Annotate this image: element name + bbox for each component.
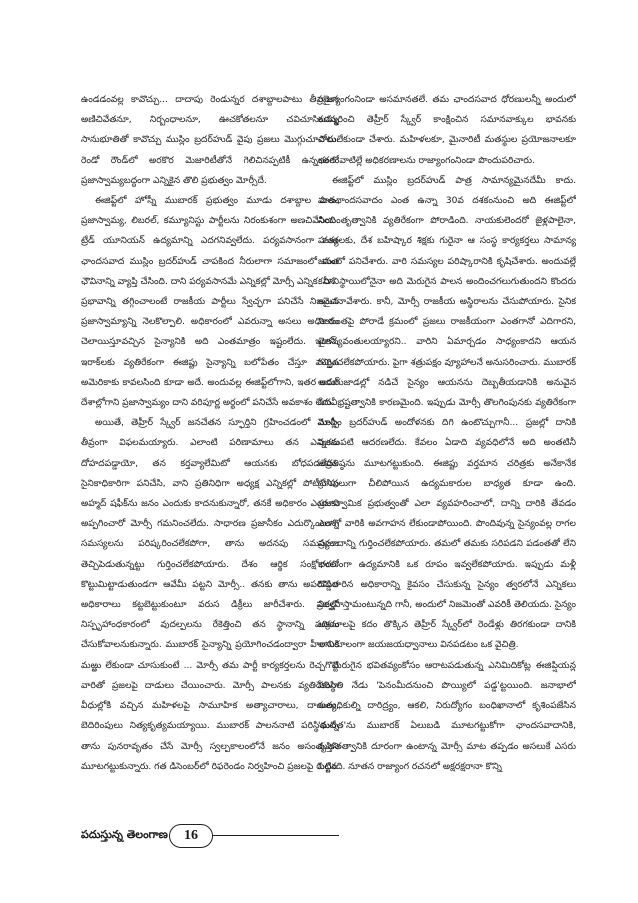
magazine-title: పదుస్తున్న తెలంగాణ [81,826,174,844]
right-column [318,90,576,820]
left-paragraph-2: ఈజిప్ట్‌లో హోస్నీ ముబారక్ ప్రభుత్వం మూడు దశాబ్దాల పాటు ప్రజాస్వామ్య, లిబరల్, కమ్యూనిస్టు పార్టీలను నిరంకుశంగా అణచివేసింది. ట్రేడ్ యూనియన్ ఉద్యమాన్ని ఎదగనివ్వలేదు. పర్యవసానంగా మత ఛాందసవాద ముస్లిం బ్రదర్‌హుడ్ చాపకింద నీరులాగా సమాజంలో మత ఛౌవినాన్ని వ్యాప్తి చేసింది. దాని పర్యవసానమే ఎన్నికల్లో మోర్సీ ఎన్నిక. దాని ప్రభావాన్ని తగ్గించాలంటే రాజకీయ పార్టీలు స్వేచ్ఛగా పనిచేసే నిజమైన ప్రజాస్వామ్యాన్ని నెలకొల్పాలి. అధికారంలో ఎవరున్నా అసలు అధికారం చెలాయిస్తూవచ్చిన సైన్యానికి అది ఎంతమాత్రం ఇష్టంలేదు. ఇరాన్, ఇరాక్‌లకు వ్యతిరేకంగా ఈజిప్టు సైన్యాన్ని బలోపేతం చేస్తూ వచ్చిన అమెరికాకు కావలసింది కూడా అదే. అందువల్ల ఈజిప్ట్‌లోగాని, ఇతర అరబ్ దేశాల్లోగాని ప్రజాస్వామ్యం దాని వరిపూర్ణ అర్థంలో పనిచేసే అవకాశం లేదు. [81,196,339,409]
left-paragraph-1: ఉండడంవల్ల కావొచ్చు... దాదాపు రెండున్నర దశాబ్దాలపాటు తీవ్రమైన అణిచివేతనూ, నిర్బంధాలనూ, ఊచకోతలనూ చవిచూసిందన్న సానుభూతితో కావొచ్చు ముస్లిం బ్రదర్‌హుడ్ వైపు ప్రజలు మొగ్గుచూపారు. రెండో రౌండ్‌లో అరకొర మెజారిటీతోనే గెలిచినప్పటికీ ఉన్నంతలో ప్రజాస్వామ్యబద్ధంగా ఎన్నికైన తొలి ప్రభుత్వం మోర్సీదే. [81,95,339,186]
left-column [81,90,339,820]
right-paragraph-2: ఈజిప్ట్‌లో ముస్లిం బ్రదర్‌హుడ్ పాత్ర సామాన్యమైనదేమీ కాదు. మతఛాందసవాదం ఎంత ఉన్నా 30వ దశకంనుంచి అది ఈజిప్ట్‌లో నియంతృత్వానికి వ్యతిరేకంగా పోరాడింది. నాయకులెందరో జైళ్లపాలైనా, హత్యలకు, దేశ బహిష్కార శిక్షకు గురైనా ఆ సంస్థ కార్యకర్తలు సామాన్య జనంలో పనిచేశారు. వారి సమస్యల పరిష్కారానికి కృషిచేశారు. అందువల్లే కనీస స్థాయిలోనైనా అది మెరుగైన పాలన అందించగలుగుతుందని కొందరు అంచనావేశారు. కానీ, మోర్సీ రాజకీయ అస్థిరాలను చేసుపోయారు. సైనిక నియంతపై పోరాడే క్రమంలో ప్రజలు రాజకీయంగా ఎంతగానో ఎదిగారని, చైతన్యవంతులయ్యారని.. వారిని ఏమార్చడం సాధ్యంకాదని ఆయన గుర్తించలేకపోయారు. పైగా శత్రుపక్షం వ్యూహాలనే అనుసరించారు. ముబారక్ అడుగుజాడల్లో నడిచే సైన్యం ఆయనను దెబ్బతీయడానికి అనువైన పదవీభ్రష్టత్వానికి కారణమైంది. ఇప్పుడు మోర్సీ తొలగింపునకు వ్యతిరేకంగా ముస్లిం బ్రదర్‌హుడ్ అందోళనకు దిగి ఉంటొచ్చుగానీ... ప్రజల్లో దానికి మునుపటి ఆదరణలేదు. కేవలం ఏడాది వ్యవధిలోనే అది అంతటినీ అప్రతిష్ఠను మూటగట్టుకుంది. ఈజిప్టు వర్తమాన చరిత్రకు అనేకానేక గ్రూపులుగా చీలిపోయిన ఉద్యమకారుల బాధ్యత కూడా ఉంది. ప్రజాస్వామిక ప్రభుత్వంతో ఎలా వ్యవహరించాలో, దాన్ని దారికి తేవడం ఎలాగో వారికి అవగాహన లేకుండాపోయింది. పొందివున్న సైన్యంవల్ల రాగల ప్రమాదాన్ని గుర్తించలేకపోయారు. తమలో తమకు సరిపడని పడంతతో లేని కారణంగా ఉద్యమానికి ఒక రూపం ఇవ్వలేకపోయారు. ఇప్పుడు మళ్లీ దొడ్డిదారిన అధికారాన్ని కైవసం చేసుకున్న సైన్యం త్వరలోనే ఎన్నికలు నిర్వహిస్తామంటున్నది గానీ, అందులో నిజమెంతో ఎవరికీ తెలియదు. సైన్యం అక్రమాలపై కదం తొక్కిన తెహ్రీర్ స్క్వేర్‌లో రెండేళ్లు తిరగకుండా దానికి అనుకూలంగా జయజయధ్వానాలు వినపడటం ఒక వైచిత్రి. [318,175,576,651]
page-footer [81,824,339,848]
left-paragraph-3: అయితే, తెహ్రీర్ స్క్వేర్ జనచేతన స్ఫూర్తిని గ్రహించడంలో మోర్సీ తీవ్రంగా విఫలమయ్యారు. ఎలాంటి పరిణామాలు తన ఎన్నికకు దోహదపడ్డాయో, తన కర్తవ్యాలేమిటో ఆయనకు బోధపడలేదు. సైనికాధికారిగా పనిచేసి, వాని ప్రతినిధిగా అధ్యక్ష ఎన్నికల్లో పోటీచేసిన అహ్మద్ షఫీక్‌ను జనం ఎందుకు కాదనుకున్నారో, తనకే అధికారం ఎందుకు అప్పగించారో మోర్సీ గమనించలేదు. సాధారణ ప్రజానీకం ఎదుర్కొంటున్న సమస్యలను పరిష్కరించలేకపోగా, తాను అదనపు సమస్యలు తెచ్చిపెడుతున్నట్టు గుర్తించలేకపోయారు. దేశం ఆర్థిక సంక్షోభంలో కొట్టుమిట్టాడుతుండగా ఆవేమీ పట్టని మోర్సీ.. తనకు తాను అపరిమిత అధికారాలు కట్టబెట్టుకుంటూ వరుస డిక్రీలు జారీచేశారు. ప్రజల్లో నిస్పృహాంధకారంలో వుదల్పలను రేకెత్తించి తన స్థానాన్ని పదిలం చేసుకోవాలనుకున్నారు. ముబారక్ సైన్యాన్ని ప్రయోగించడంద్వారా హీరానికి మఱ్ఱు లేకుండా చూసుకుంటే ... మోర్సీ తమ పార్టీ కార్యకర్తలను రెచ్చగొట్టి వారితో ప్రజలపై దాడులు చేయించారు. మోర్సీ పాలనకు వ్యతిరేకంగా వీధుల్లోకి వచ్చిన మహిళలపై సామూహిక అత్యాచారాలు, దాడులు, బెదిరింపులు నిత్యకృత్యమయ్యాయి. ముబారక్ పాలననాటి పరిస్థితుల్నే తాను పునరావృతం చేసే మోర్సీ స్వల్పకాలంలోనే జనం అసంతృప్తిని మూటగట్టుకున్నారు. గత డిసెంబర్‌లో రిఫరెండం నిర్వహించి ప్రజలపై రుద్దిన [81,418,339,772]
page-number: 16 [169,824,213,848]
right-paragraph-1: రాజ్యాంగంనిండా అసమానతలే. తమ ఛాందసవాద ధోరణులన్నీ అందులో కుమ్మరించి తెహ్రీర్ స్క్వేర్ కాంక్షించిన సమానవాక్కుల భావనకు చోటులేకుండా చేశారు. మహిళలకూ, మైనారిటీ మతస్థుల ప్రయోజనాలకూ భంగంవాటిల్లే అధికరణాలను రాజ్యాంగంనిండా పొందుపరిచారు. [318,95,576,166]
right-paragraph-3: మెరుగైన భవితవ్యంకోసం ఆరాటపడుతున్న ఎనిమిదికోట్ల ఈజిప్షియన్ల పరిస్థితి నేడు 'పెనంమీదనుంచి పొయ్యిలో పడ్డ'ట్టయింది. జనాభాలో అత్యధికుల్ని దారిద్ర్యం, ఆకలి, నిరుద్యోగం బంధిఖానాలో కృశింపజేసిన 'ఘనత'ను ముబారక్ ఏలుబడి మూటగట్టుకోగా ఛాందసవాదానికి, మతతత్వానికి దూరంగా ఉంటాన్న మోర్సీ మాట తప్పడం అసలుకే ఎసరు పెట్టింది. నూతన రాజ్యాంగ రచనలో అక్షరక్షరానా కొన్ని [318,660,576,772]
